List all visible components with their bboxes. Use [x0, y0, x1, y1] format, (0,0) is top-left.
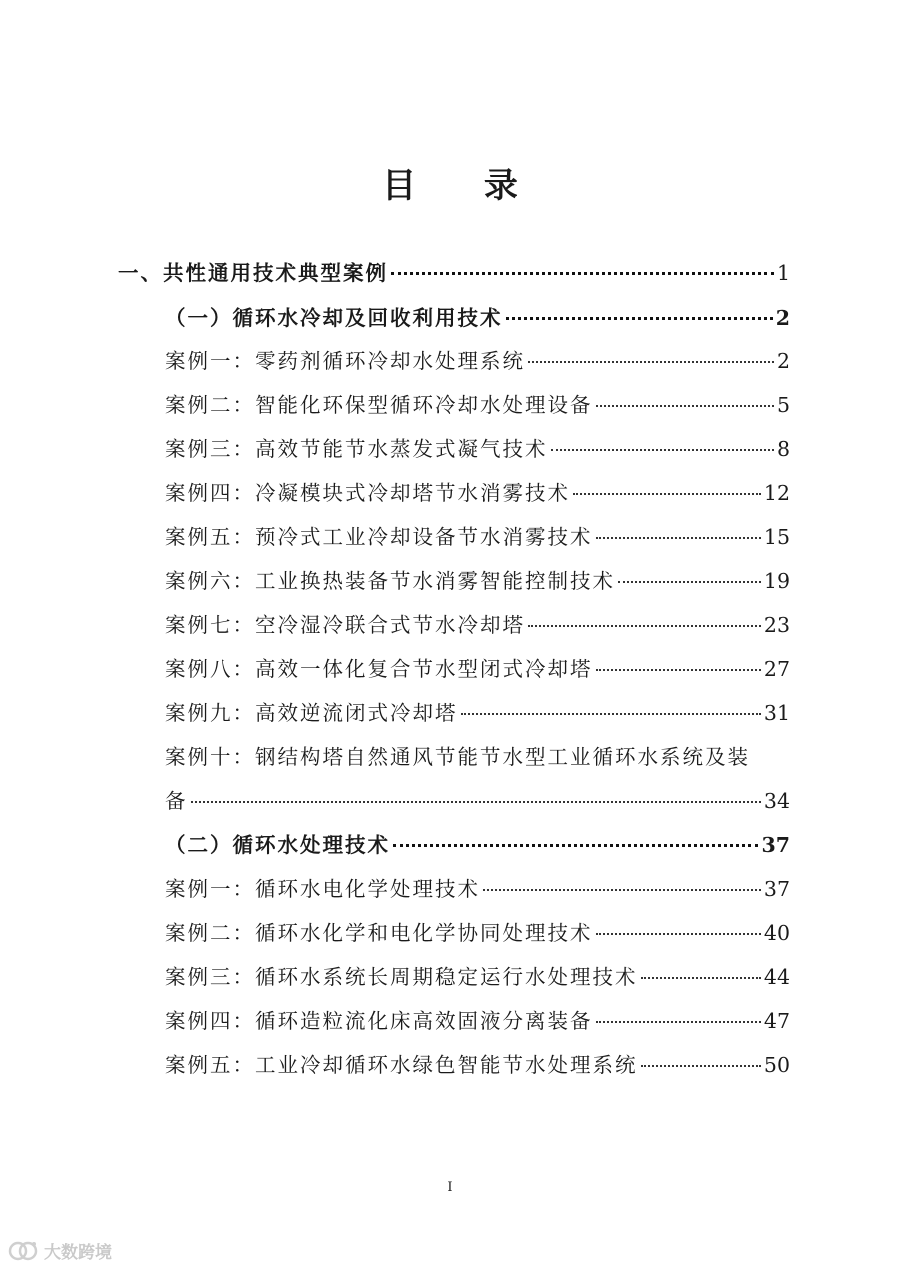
toc-leader-dots: [528, 360, 774, 363]
toc-entry-label: 案例十：钢结构塔自然通风节能节水型工业循环水系统及装: [165, 745, 750, 769]
toc-leader-dots: [393, 843, 758, 847]
toc-entry[interactable]: [165, 1050, 790, 1080]
toc-entry[interactable]: [165, 698, 790, 728]
toc-entry[interactable]: [118, 258, 790, 288]
toc-entry-page: 50: [763, 1053, 790, 1077]
toc-leader-dots: [573, 492, 761, 495]
toc-entry-label: 案例二：智能化环保型循环冷却水处理设备: [165, 393, 593, 417]
toc-leader-dots: [596, 536, 761, 539]
toc-leader-dots: [391, 271, 774, 275]
toc-entry[interactable]: [165, 566, 790, 596]
toc-entry-label: 案例二：循环水化学和电化学协同处理技术: [165, 921, 593, 945]
toc-entry-page: 37: [763, 877, 790, 901]
toc-entry-label: 案例三：高效节能节水蒸发式凝气技术: [165, 437, 548, 461]
toc-entry-label: （二）循环水处理技术: [165, 833, 390, 857]
toc-entry-label: 案例七：空冷湿冷联合式节水冷却塔: [165, 613, 525, 637]
toc-entry[interactable]: [165, 962, 790, 992]
toc-entry-label: 案例五：预冷式工业冷却设备节水消雾技术: [165, 525, 593, 549]
toc-entry-page: 12: [763, 481, 790, 505]
toc-entry-page: 2: [776, 349, 790, 373]
toc-entry-page: 23: [763, 613, 790, 637]
toc-entry-label: 案例一：零药剂循环冷却水处理系统: [165, 349, 525, 373]
toc-entry-label: 一、共性通用技术典型案例: [118, 261, 388, 285]
toc-entry-page: 8: [776, 437, 790, 461]
toc-entry-page: 15: [763, 525, 790, 549]
watermark-text: 大数跨境: [44, 1243, 112, 1263]
toc-entry[interactable]: [165, 918, 790, 948]
toc-entry-label: （一）循环水冷却及回收利用技术: [165, 306, 503, 330]
brand-logo-icon: [8, 1240, 38, 1262]
toc-entry[interactable]: [165, 522, 790, 552]
toc-entry[interactable]: [165, 478, 790, 508]
toc-leader-dots: [483, 888, 761, 891]
toc-entry-page: 19: [763, 569, 790, 593]
toc-entry-label: 案例六：工业换热装备节水消雾智能控制技术: [165, 569, 615, 593]
toc-entry[interactable]: [165, 390, 790, 420]
toc-entry-page: 27: [763, 657, 790, 681]
toc-leader-dots: [641, 1064, 761, 1067]
toc-entry[interactable]: [165, 874, 790, 904]
toc-leader-dots: [528, 624, 761, 627]
watermark: [8, 1238, 112, 1263]
toc-entry-page: 1: [776, 261, 790, 285]
toc-entry-page: 37: [761, 833, 790, 857]
toc-leader-dots: [461, 712, 761, 715]
toc-entry-label: 案例四：循环造粒流化床高效固液分离装备: [165, 1009, 593, 1033]
toc-entry[interactable]: [165, 610, 790, 640]
page-title: 目 录: [382, 166, 546, 206]
toc-leader-dots: [596, 404, 774, 407]
toc-entry[interactable]: [165, 303, 790, 333]
page-number: I: [447, 1180, 453, 1195]
toc-entry[interactable]: [165, 742, 790, 772]
toc-entry[interactable]: [165, 654, 790, 684]
toc-entry[interactable]: [165, 1006, 790, 1036]
toc-leader-dots: [596, 932, 761, 935]
toc-entry-page: 44: [763, 965, 790, 989]
toc-leader-dots: [596, 1020, 761, 1023]
toc-entry-continuation[interactable]: [165, 786, 790, 816]
toc-entry-label: 案例五：工业冷却循环水绿色智能节水处理系统: [165, 1053, 638, 1077]
toc-entry-page: 5: [776, 393, 790, 417]
toc-leader-dots: [506, 316, 773, 320]
toc-entry-page: 47: [763, 1009, 790, 1033]
toc-leader-dots: [596, 668, 761, 671]
toc-entry-label: 备: [165, 789, 188, 813]
toc-leader-dots: [551, 448, 774, 451]
toc-entry-page: 40: [763, 921, 790, 945]
toc-entry-label: 案例一：循环水电化学处理技术: [165, 877, 480, 901]
toc-entry-page: 31: [763, 701, 790, 725]
toc-entry-label: 案例九：高效逆流闭式冷却塔: [165, 701, 458, 725]
toc-entry-page: 34: [763, 789, 790, 813]
toc-entry-page: 2: [775, 306, 790, 330]
toc-entry-label: 案例四：冷凝模块式冷却塔节水消雾技术: [165, 481, 570, 505]
toc-leader-dots: [641, 976, 761, 979]
toc-entry[interactable]: [165, 346, 790, 376]
toc-entry-label: 案例八：高效一体化复合节水型闭式冷却塔: [165, 657, 593, 681]
toc-entry-label: 案例三：循环水系统长周期稳定运行水处理技术: [165, 965, 638, 989]
toc-entry[interactable]: [165, 434, 790, 464]
toc-entry[interactable]: [165, 830, 790, 860]
toc-leader-dots: [618, 580, 761, 583]
toc-leader-dots: [191, 800, 761, 803]
